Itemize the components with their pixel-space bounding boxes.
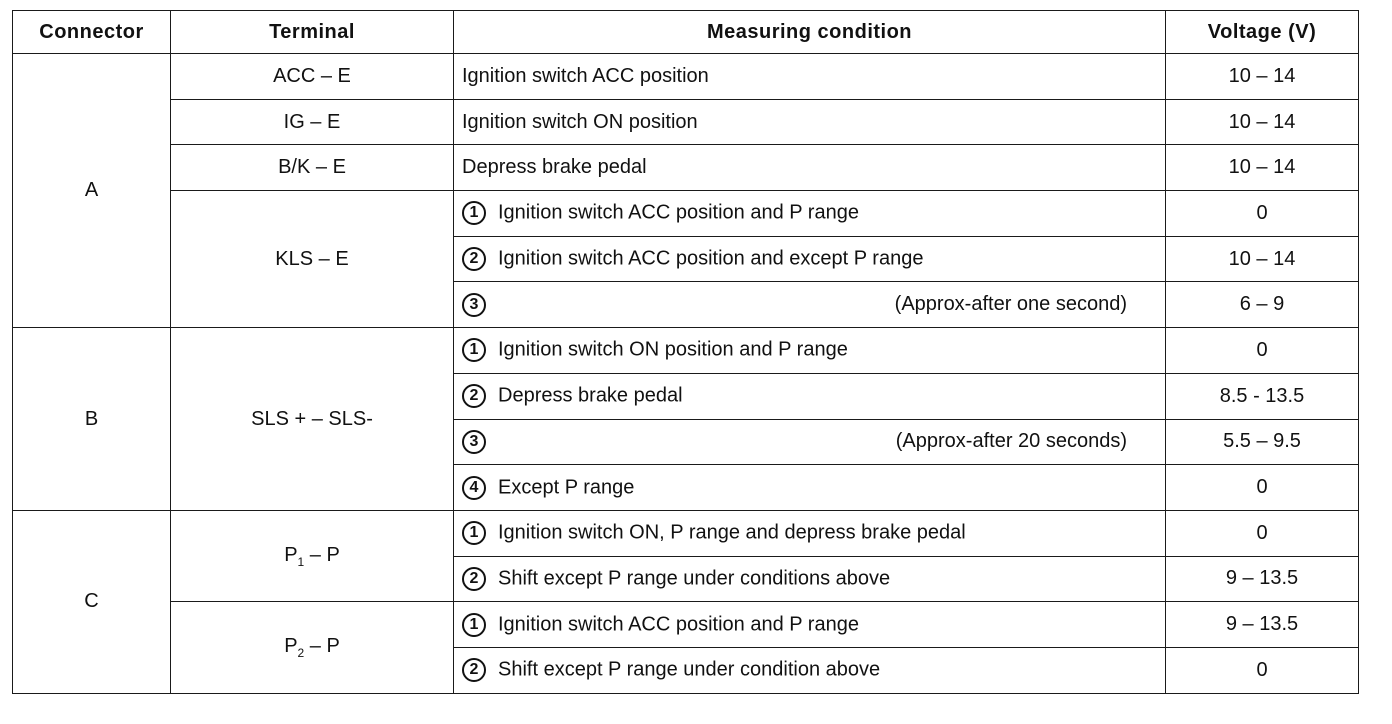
condition-cell bbox=[454, 328, 1166, 374]
header-terminal: Terminal bbox=[171, 11, 454, 54]
voltage-cell: 8.5 - 13.5 bbox=[1166, 373, 1359, 419]
table-row bbox=[13, 191, 1359, 237]
voltage-cell: 0 bbox=[1166, 191, 1359, 237]
step-number-badge: 1 bbox=[462, 521, 486, 545]
terminal-cell: ACC – E bbox=[171, 54, 454, 100]
condition-text: Ignition switch ON, P range and depress brake pedal bbox=[498, 521, 966, 544]
step-number-badge: 2 bbox=[462, 247, 486, 271]
condition-text: Ignition switch ON position bbox=[462, 110, 698, 133]
header-row bbox=[13, 11, 1359, 54]
condition-text: Except P range bbox=[498, 475, 635, 498]
step-number-badge: 3 bbox=[462, 430, 486, 454]
condition-cell bbox=[454, 419, 1166, 465]
terminal-cell: IG – E bbox=[171, 99, 454, 145]
table-row bbox=[13, 510, 1359, 556]
condition-cell bbox=[454, 602, 1166, 648]
voltage-cell: 0 bbox=[1166, 510, 1359, 556]
step-number-badge: 2 bbox=[462, 384, 486, 408]
condition-text: Depress brake pedal bbox=[462, 156, 647, 179]
connector-cell: A bbox=[13, 54, 171, 328]
condition-text: Ignition switch ON position and P range bbox=[498, 338, 848, 361]
table-row bbox=[13, 602, 1359, 648]
terminal-prefix: P bbox=[284, 634, 298, 657]
voltage-cell: 0 bbox=[1166, 647, 1359, 693]
condition-text: Ignition switch ACC position and P range bbox=[498, 201, 859, 224]
condition-cell bbox=[454, 647, 1166, 693]
condition-cell bbox=[454, 54, 1166, 100]
voltage-cell: 9 – 13.5 bbox=[1166, 556, 1359, 602]
voltage-spec-table bbox=[12, 10, 1359, 694]
terminal-cell: KLS – E bbox=[171, 191, 454, 328]
condition-cell bbox=[454, 556, 1166, 602]
terminal-prefix: P bbox=[284, 543, 298, 566]
header-voltage: Voltage (V) bbox=[1166, 11, 1359, 54]
condition-text: (Approx-after 20 seconds) bbox=[895, 429, 1127, 452]
step-number-badge: 3 bbox=[462, 293, 486, 317]
condition-text: (Approx-after one second) bbox=[894, 292, 1127, 315]
voltage-cell: 0 bbox=[1166, 328, 1359, 374]
voltage-cell: 10 – 14 bbox=[1166, 99, 1359, 145]
condition-text: Ignition switch ACC position bbox=[462, 64, 709, 87]
table-row bbox=[13, 54, 1359, 100]
step-number-badge: 2 bbox=[462, 658, 486, 682]
voltage-cell: 10 – 14 bbox=[1166, 145, 1359, 191]
condition-text: Depress brake pedal bbox=[498, 384, 683, 407]
condition-cell bbox=[454, 282, 1166, 328]
condition-text: Shift except P range under condition above bbox=[498, 658, 881, 681]
voltage-cell: 0 bbox=[1166, 465, 1359, 511]
voltage-cell: 5.5 – 9.5 bbox=[1166, 419, 1359, 465]
voltage-cell: 10 – 14 bbox=[1166, 54, 1359, 100]
step-number-badge: 4 bbox=[462, 476, 486, 500]
condition-cell bbox=[454, 373, 1166, 419]
condition-cell bbox=[454, 145, 1166, 191]
voltage-cell: 9 – 13.5 bbox=[1166, 602, 1359, 648]
terminal-suffix: – P bbox=[304, 634, 340, 657]
terminal-cell: SLS + – SLS- bbox=[171, 328, 454, 511]
terminal-cell: B/K – E bbox=[171, 145, 454, 191]
step-number-badge: 1 bbox=[462, 613, 486, 637]
terminal-subscript: 2 bbox=[297, 645, 305, 660]
connector-cell: C bbox=[13, 510, 171, 693]
connector-cell: B bbox=[13, 328, 171, 511]
step-number-badge: 1 bbox=[462, 201, 486, 225]
header-connector: Connector bbox=[13, 11, 171, 54]
table-row bbox=[13, 328, 1359, 374]
condition-cell bbox=[454, 510, 1166, 556]
step-number-badge: 2 bbox=[462, 567, 486, 591]
step-number-badge: 1 bbox=[462, 338, 486, 362]
condition-cell bbox=[454, 236, 1166, 282]
terminal-cell bbox=[171, 602, 454, 693]
condition-text: Shift except P range under conditions above bbox=[498, 567, 891, 590]
header-measuring-condition: Measuring condition bbox=[454, 11, 1166, 54]
condition-cell bbox=[454, 191, 1166, 237]
terminal-suffix: – P bbox=[304, 543, 340, 566]
condition-cell bbox=[454, 99, 1166, 145]
condition-cell bbox=[454, 465, 1166, 511]
voltage-cell: 10 – 14 bbox=[1166, 236, 1359, 282]
table-row bbox=[13, 99, 1359, 145]
condition-text: Ignition switch ACC position and P range bbox=[498, 612, 859, 635]
terminal-subscript: 1 bbox=[297, 554, 305, 569]
terminal-cell bbox=[171, 510, 454, 601]
voltage-cell: 6 – 9 bbox=[1166, 282, 1359, 328]
condition-text: Ignition switch ACC position and except P range bbox=[498, 247, 924, 270]
table-row bbox=[13, 145, 1359, 191]
